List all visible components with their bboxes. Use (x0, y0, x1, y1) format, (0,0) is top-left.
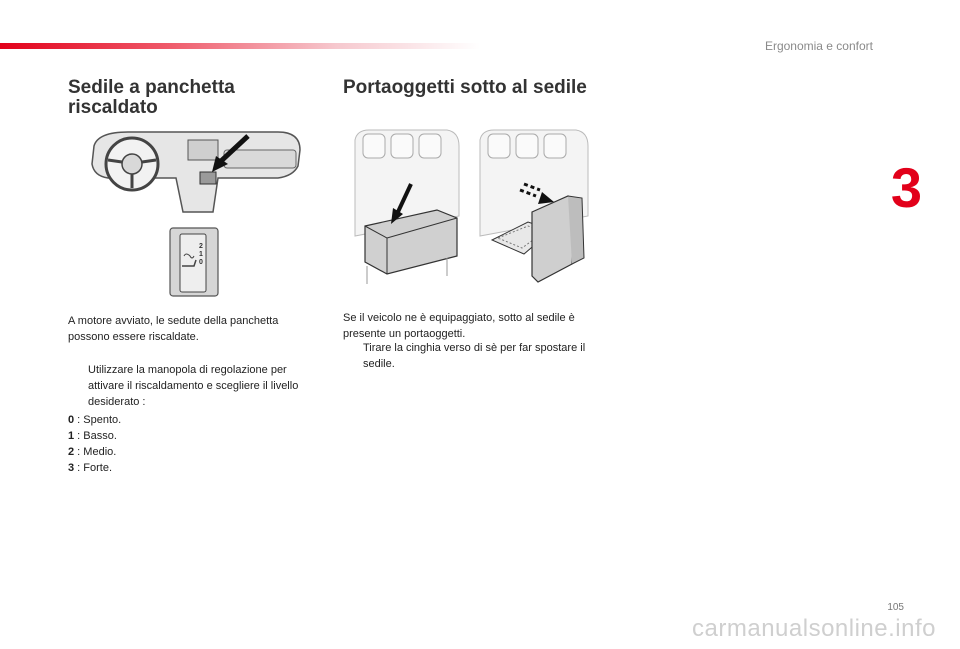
bullet-symbol (343, 340, 363, 372)
knob-mark-1: 1 (199, 251, 203, 258)
chapter-number: 3 (890, 156, 922, 219)
knob-mark-2: 2 (199, 243, 203, 250)
header-accent-bar (0, 43, 480, 49)
heated-bench-title: Sedile a panchetta riscaldato (68, 77, 235, 118)
seat-storage-illustration-1 (347, 126, 467, 296)
heat-level-list (68, 412, 268, 476)
page-number: 105 (887, 602, 904, 613)
underseat-storage-intro: Se il veicolo ne è equipaggiato, sotto al sedile è presente un portaoggetti. (343, 312, 575, 340)
heated-bench-intro: A motore avviato, le sedute della panchetta possono essere riscaldate. (68, 315, 279, 343)
bullet-symbol (68, 362, 88, 410)
section-title: Ergonomia e confort (764, 39, 873, 53)
underseat-storage-title: Portaoggetti sotto al sedile (343, 77, 587, 98)
instruction-text: Tirare la cinghia verso di sè per far spostare il sedile. (363, 342, 586, 370)
knob-mark-0: 0 (199, 259, 203, 266)
watermark: carmanualsonline.info (692, 615, 936, 642)
level-item: 0 : Spento. (68, 414, 122, 426)
underseat-storage-instruction (343, 340, 605, 372)
level-item: 2 : Medio. (68, 446, 117, 458)
level-item: 3 : Forte. (68, 462, 113, 474)
heated-bench-instruction (68, 362, 324, 410)
seat-storage-illustration-2 (472, 126, 598, 296)
heated-seat-knob-illustration (168, 226, 220, 298)
level-item: 1 : Basso. (68, 430, 117, 442)
instruction-text: Utilizzare la manopola di regolazione per attivare il riscaldamento e scegliere il livello desiderato : (88, 364, 299, 408)
dashboard-illustration (88, 126, 306, 216)
